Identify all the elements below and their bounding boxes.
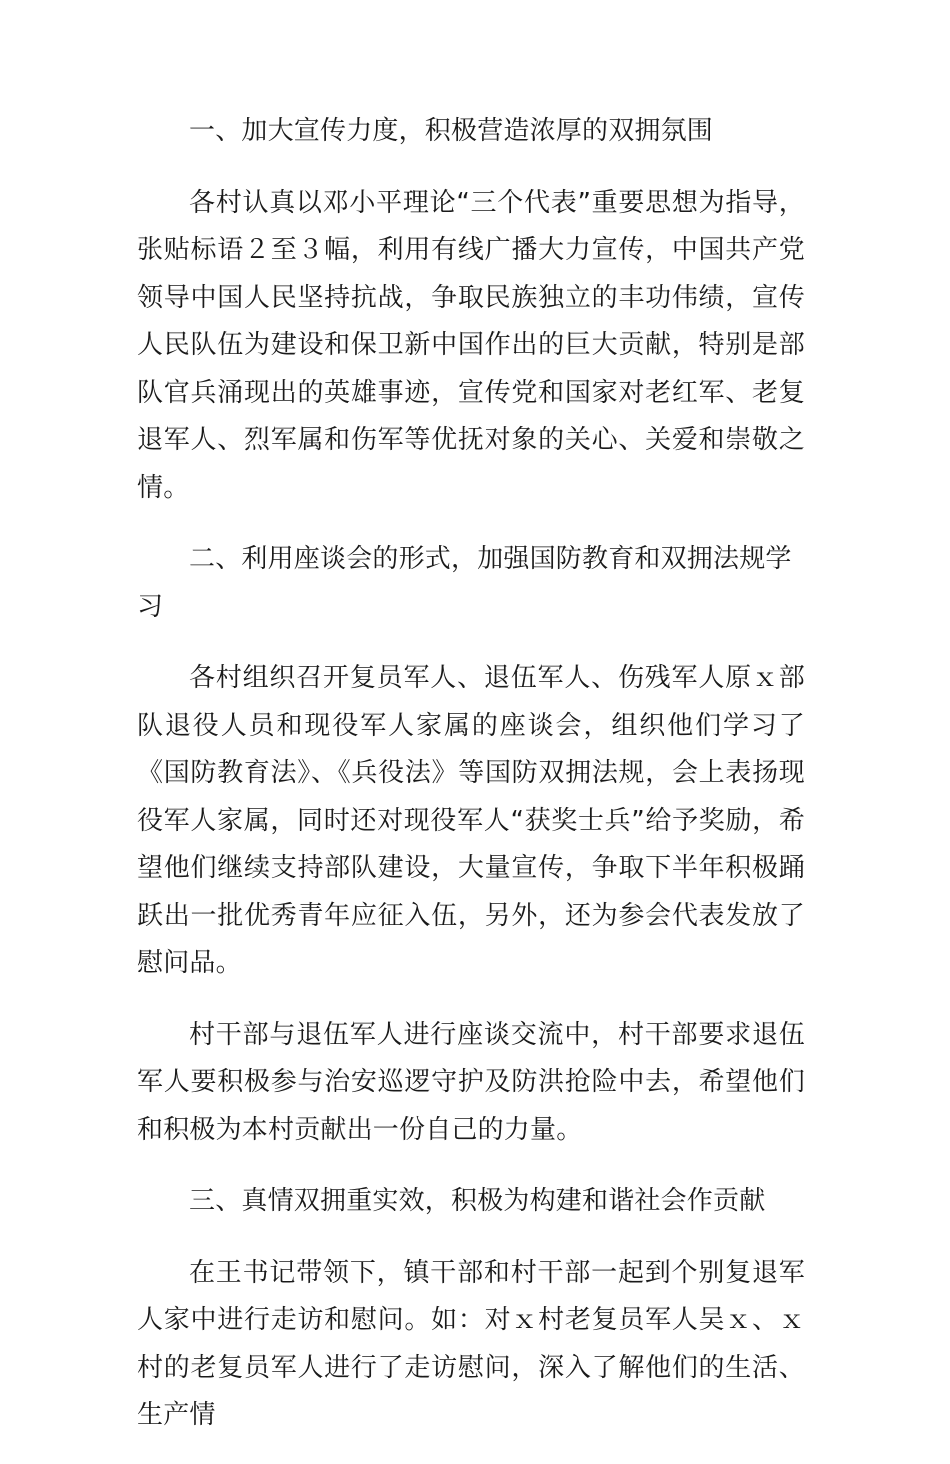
section-1-heading: 一、加大宣传力度，积极营造浓厚的双拥氛围 [189, 116, 714, 146]
section-2-paragraph-2: 村干部与退伍军人进行座谈交流中，村干部要求退伍军人要积极参与治安巡逻守护及防洪抢险中去，希望他们和积极为本村贡献出一份自己的力量。 [137, 1019, 805, 1145]
document-body [137, 108, 805, 1464]
section-1-paragraph-1: 各村认真以邓小平理论“三个代表”重要思想为指导，张贴标语２至３幅，利用有线广播大力宣传，中国共产党领导中国人民坚持抗战，争取民族独立的丰功伟绩，宣传人民队伍为建设和保卫新中国作出的巨大贡献，特别是部队官兵涌现出的英雄事迹，宣传党和国家对老红军、老复退军人、烈军属和伤军等优抚对象的关心、关爱和崇敬之情。 [137, 187, 805, 503]
section-2-heading: 二、利用座谈会的形式，加强国防教育和双拥法规学习 [137, 544, 792, 622]
section-3-heading: 三、真情双拥重实效，积极为构建和谐社会作贡献 [189, 1186, 766, 1216]
section-3-paragraph-1: 在王书记带领下，镇干部和村干部一起到个别复退军人家中进行走访和慰问。如：对ｘ村老复员军人吴ｘ、ｘ村的老复员军人进行了走访慰问，深入了解他们的生活、生产情 [137, 1257, 805, 1430]
section-2-paragraph-1: 各村组织召开复员军人、退伍军人、伤残军人原ｘ部队退役人员和现役军人家属的座谈会，组织他们学习了《国防教育法》、《兵役法》等国防双拥法规，会上表扬现役军人家属，同时还对现役军人“获奖士兵”给予奖励，希望他们继续支持部队建设，大量宣传，争取下半年积极踊跃出一批优秀青年应征入伍，另外，还为参会代表发放了慰问品。 [137, 663, 805, 978]
